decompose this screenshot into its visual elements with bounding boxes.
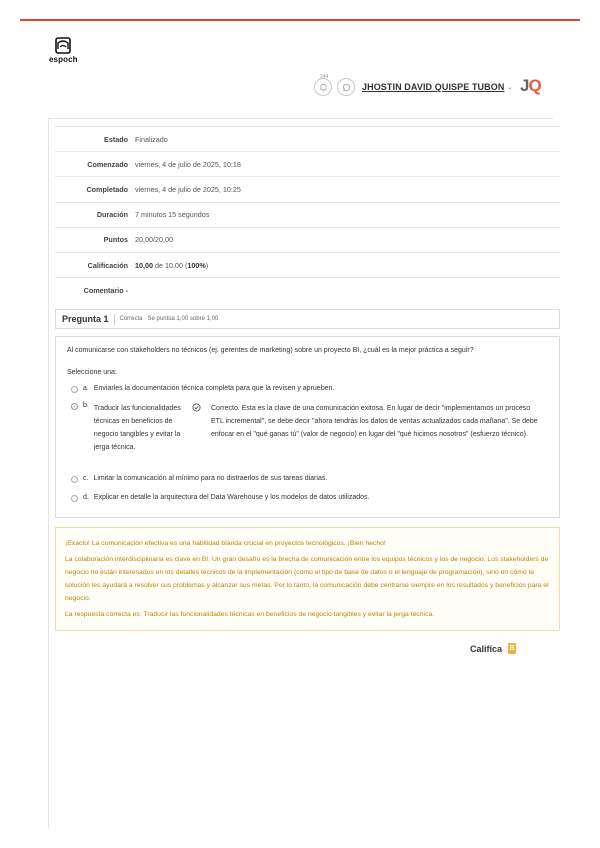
summary-row-calificacion (55, 253, 560, 278)
avatar-initial-first: J (520, 76, 529, 95)
chevron-down-icon[interactable]: ⌄ (507, 84, 513, 91)
chat-icon (342, 83, 351, 92)
question-prompt: Seleccione una: (67, 369, 117, 376)
messages-button[interactable] (337, 78, 355, 96)
bell-icon (319, 83, 328, 92)
user-name-link[interactable]: JHOSTIN DAVID QUISPE TUBON (362, 82, 505, 92)
summary-value: 7 minutos 15 segundos (135, 210, 210, 220)
notifications-button[interactable] (314, 74, 332, 96)
answer-option-a[interactable] (71, 385, 334, 393)
summary-label: Completado (86, 184, 128, 194)
question-content (55, 336, 560, 518)
question-title: Pregunta 1 (62, 314, 109, 324)
option-letter: c. (83, 475, 89, 482)
general-feedback-box (55, 527, 560, 631)
grade-end: ) (205, 260, 209, 270)
notifications-count: 244 (320, 74, 329, 80)
radio-button[interactable] (71, 386, 78, 393)
top-accent-bar (20, 19, 580, 21)
summary-label: Duración (96, 210, 128, 220)
check-circle-icon (192, 403, 201, 412)
summary-row-duracion (55, 203, 560, 228)
option-specific-feedback: Correcto. Esta es la clave de una comunicación exitosa. En lugar de decir "implementamos un proceso ETL incremental", se debe decir "ahora tendrás los datos de ventas actualizados cada mañana". Se debe enfocar en el "qué ganas tú" (valor de negocio) en lugar del "qué hicimos nosotros" (esfuerzo técnico). (211, 405, 538, 438)
grade-mid: de 10,00 ( (153, 260, 188, 270)
grade-value: 10,00 (135, 260, 153, 270)
summary-row-estado (55, 127, 560, 152)
summary-row-completado (55, 177, 560, 202)
summary-label: Puntos (103, 235, 128, 245)
califica-label: Califica (470, 643, 503, 654)
summary-row-puntos (55, 228, 560, 253)
summary-value: viernes, 4 de julio de 2025, 10:25 (135, 184, 241, 194)
califica-button[interactable] (470, 643, 516, 654)
summary-label: Comentario - (83, 286, 128, 296)
avatar-initial-second: Q (528, 76, 541, 95)
user-menu-bar (314, 76, 512, 98)
question-points: Se puntúa 1,00 sobre 1,00 (147, 316, 219, 322)
content-left-border (48, 118, 49, 828)
option-text: Traducir las funcionalidades técnicas en beneficios de negocio tangibles y evitar la jerga técnica. (93, 405, 181, 451)
grade-percent: 100% (187, 260, 206, 270)
summary-label: Comenzado (87, 159, 128, 169)
correct-answer-text: La respuesta correcta es: Traducir las funcionalidades técnicas en beneficios de negocio tangibles y evitar la jerga técnica. (65, 611, 435, 618)
answer-option-d[interactable] (71, 494, 369, 502)
summary-label: Estado (104, 134, 128, 144)
option-text: Explicar en detalle la arquitectura del Data Warehouse y los modelos de datos utilizados. (93, 494, 370, 501)
option-text: Enviarles la documentación técnica completa para que la revisen y aprueben. (93, 385, 335, 392)
summary-value: viernes, 4 de julio de 2025, 10:18 (135, 159, 241, 169)
option-text: Limitar la comunicación al mínimo para no distraerlos de sus tareas diarias. (93, 475, 328, 482)
espoch-logo[interactable] (49, 37, 77, 64)
summary-value (128, 261, 208, 270)
feedback-paragraph: La colaboración interdisciplinaria es clave en BI. Un gran desafío es la brecha de comunicación entre los equipos técnicos y los de negocio. Los stakeholders de negocio no están interesados en los detalles técnicos de la implementación (como el tipo de base de datos o el lenguaje de programación), sino en cómo la solución les ayudará a resolver sus problemas y alcanzar sus metas. Por lo tanto, la comunicación debe centrarse siempre en los resultados y beneficios para el negocio. (65, 556, 549, 602)
califica-icon: B (509, 645, 515, 652)
option-letter: a. (83, 385, 89, 392)
summary-label: Calificación (87, 260, 128, 270)
answer-option-b[interactable] (71, 402, 190, 454)
summary-value: Finalizado (135, 134, 168, 144)
espoch-logo-icon (55, 37, 71, 54)
radio-button-selected[interactable] (71, 403, 78, 410)
feedback-paragraph: ¡Exacto! La comunicación efectiva es una habilidad blanda crucial en proyectos tecnológicos. ¡Bien hecho! (65, 540, 386, 547)
option-letter: b. (83, 402, 89, 409)
attempt-summary-table (55, 127, 560, 303)
question-info-header (55, 309, 560, 329)
summary-row-comenzado (55, 152, 560, 177)
question-status: Correcta (119, 316, 143, 322)
radio-button[interactable] (71, 495, 78, 502)
option-letter: d. (83, 494, 89, 501)
summary-value: 20,00/20,00 (135, 235, 173, 245)
summary-row-comentario (55, 278, 560, 303)
answer-option-c[interactable] (71, 475, 327, 483)
radio-button[interactable] (71, 476, 78, 483)
divider (114, 314, 115, 325)
avatar[interactable] (520, 76, 541, 96)
divider (48, 118, 553, 119)
question-text: Al comunicarse con stakeholders no técnicos (ej. gerentes de marketing) sobre un proyecto BI, ¿cuál es la mejor práctica a seguir? (67, 347, 474, 354)
logo-text: espoch (49, 55, 78, 64)
